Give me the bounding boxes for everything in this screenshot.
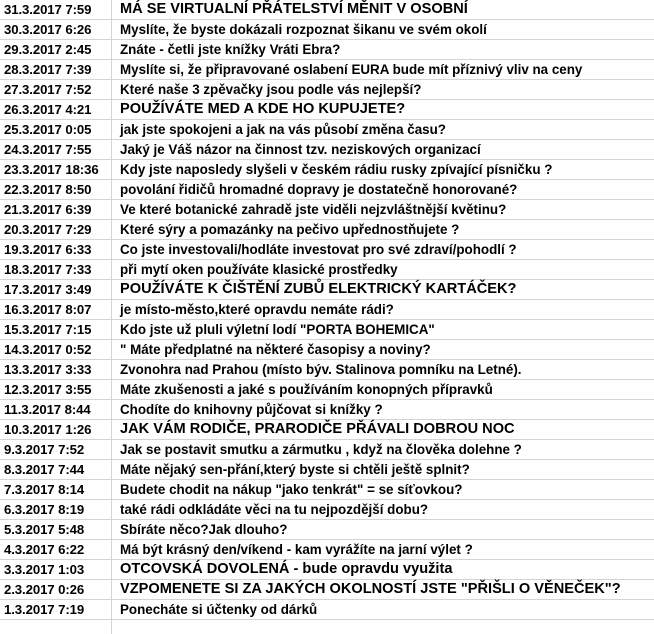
date-cell: 5.3.2017 5:48	[4, 522, 85, 537]
date-cell: 24.3.2017 7:55	[4, 142, 92, 157]
date-cell: 26.3.2017 4:21	[4, 102, 92, 117]
table-row[interactable]	[0, 20, 654, 40]
table-row[interactable]	[0, 240, 654, 260]
date-cell: 19.3.2017 6:33	[4, 242, 92, 257]
topic-cell: Máte zkušenosti a jaké s používáním konopných přípravků	[120, 382, 493, 397]
topic-cell: jak jste spokojeni a jak na vás působí změna času?	[120, 122, 446, 137]
topic-cell: Které naše 3 zpěvačky jsou podle vás nejlepší?	[120, 82, 422, 97]
table-row[interactable]	[0, 120, 654, 140]
date-cell: 13.3.2017 3:33	[4, 362, 92, 377]
topic-cell: " Máte předplatné na některé časopisy a noviny?	[120, 342, 431, 357]
topic-cell: také rádi odkládáte věci na tu nejpozdější dobu?	[120, 502, 429, 517]
topic-cell: Myslíte, že byste dokázali rozpoznat šikanu ve svém okolí	[120, 22, 487, 37]
table-row[interactable]	[0, 140, 654, 160]
date-cell: 15.3.2017 7:15	[4, 322, 92, 337]
date-cell: 8.3.2017 7:44	[4, 462, 85, 477]
table-row[interactable]	[0, 340, 654, 360]
table-row[interactable]	[0, 300, 654, 320]
table-row[interactable]	[0, 440, 654, 460]
table-row[interactable]	[0, 560, 654, 580]
table-row[interactable]	[0, 360, 654, 380]
table-row[interactable]	[0, 80, 654, 100]
date-cell: 25.3.2017 0:05	[4, 122, 92, 137]
date-cell: 16.3.2017 8:07	[4, 302, 92, 317]
topic-cell: Ve které botanické zahradě jste viděli nejzvláštnější květinu?	[120, 202, 507, 217]
table-row[interactable]	[0, 280, 654, 300]
topic-cell: povolání řidičů hromadné dopravy je dostatečně honorované?	[120, 182, 518, 197]
table-row[interactable]	[0, 460, 654, 480]
topic-cell: Jak se postavit smutku a zármutku , když na člověka dolehne ?	[120, 442, 522, 457]
table-row[interactable]	[0, 60, 654, 80]
table-row[interactable]	[0, 180, 654, 200]
table-row[interactable]	[0, 520, 654, 540]
topic-cell: OTCOVSKÁ DOVOLENÁ - bude opravdu využita	[120, 561, 453, 577]
topic-cell: POUŽÍVÁTE MED A KDE HO KUPUJETE?	[120, 101, 406, 117]
date-cell: 12.3.2017 3:55	[4, 382, 92, 397]
date-cell: 9.3.2017 7:52	[4, 442, 85, 457]
date-cell: 18.3.2017 7:33	[4, 262, 92, 277]
topic-cell: Ponecháte si účtenky od dárků	[120, 602, 318, 617]
date-cell: 31.3.2017 7:59	[4, 2, 92, 17]
date-cell: 1.3.2017 7:19	[4, 602, 85, 617]
table-row[interactable]	[0, 200, 654, 220]
date-cell: 10.3.2017 1:26	[4, 422, 92, 437]
topic-cell: Které sýry a pomazánky na pečivo upřednostňujete ?	[120, 222, 460, 237]
table-row[interactable]	[0, 540, 654, 560]
topic-cell: POUŽÍVÁTE K ČIŠTĚNÍ ZUBŮ ELEKTRICKÝ KARTÁČEK?	[120, 281, 517, 297]
topic-cell: Znáte - četli jste knížky Vráti Ebra?	[120, 42, 341, 57]
date-cell: 2.3.2017 0:26	[4, 582, 85, 597]
topic-cell: Chodíte do knihovny půjčovat si knížky ?	[120, 402, 383, 417]
date-cell: 23.3.2017 18:36	[4, 162, 99, 177]
table-row[interactable]	[0, 500, 654, 520]
date-cell: 20.3.2017 7:29	[4, 222, 92, 237]
table-row[interactable]	[0, 420, 654, 440]
topic-cell: Máte nějaký sen-přání,který byste si chtěli ještě splnit?	[120, 462, 470, 477]
topic-cell: Zvonohra nad Prahou (místo býv. Stalinova pomníku na Letné).	[120, 362, 522, 377]
table-row[interactable]	[0, 580, 654, 600]
table-row[interactable]	[0, 220, 654, 240]
topic-cell: je místo-město,které opravdu nemáte rádi?	[120, 302, 394, 317]
table-row[interactable]	[0, 100, 654, 120]
table-row[interactable]	[0, 320, 654, 340]
table-row[interactable]	[0, 380, 654, 400]
date-cell: 22.3.2017 8:50	[4, 182, 92, 197]
date-cell: 6.3.2017 8:19	[4, 502, 85, 517]
topic-cell: při mytí oken používáte klasické prostředky	[120, 262, 398, 277]
topic-cell: MÁ SE VIRTUALNÍ PŘÁTELSTVÍ MĚNIT V OSOBNÍ	[120, 1, 468, 17]
date-cell: 27.3.2017 7:52	[4, 82, 92, 97]
table-row[interactable]	[0, 160, 654, 180]
topic-cell: VZPOMENETE SI ZA JAKÝCH OKOLNOSTÍ JSTE "PŘIŠLI O VĚNEČEK"?	[120, 581, 621, 597]
date-cell: 30.3.2017 6:26	[4, 22, 92, 37]
date-cell: 28.3.2017 7:39	[4, 62, 92, 77]
table-row[interactable]	[0, 0, 654, 20]
topic-cell: Myslíte si, že připravované oslabení EURA bude mít příznivý vliv na ceny	[120, 62, 583, 77]
topic-cell: JAK VÁM RODIČE, PRARODIČE PŘÁVALI DOBROU NOC	[120, 421, 515, 437]
table-row[interactable]	[0, 480, 654, 500]
table-row[interactable]	[0, 40, 654, 60]
topic-cell: Co jste investovali/hodláte investovat pro své zdraví/pohodlí ?	[120, 242, 517, 257]
topic-cell: Jaký je Váš názor na činnost tzv. neziskových organizací	[120, 142, 481, 157]
topic-cell: Má být krásný den/víkend - kam vyrážíte na jarní výlet ?	[120, 542, 473, 557]
date-cell: 29.3.2017 2:45	[4, 42, 92, 57]
date-cell: 14.3.2017 0:52	[4, 342, 92, 357]
topic-cell: Kdy jste naposledy slyšeli v českém rádiu rusky zpívající písničku ?	[120, 162, 553, 177]
date-cell: 11.3.2017 8:44	[4, 402, 91, 417]
date-cell: 7.3.2017 8:14	[4, 482, 85, 497]
date-cell: 21.3.2017 6:39	[4, 202, 92, 217]
table-row[interactable]	[0, 400, 654, 420]
date-cell: 17.3.2017 3:49	[4, 282, 92, 297]
topic-cell: Kdo jste už pluli výletní lodí "PORTA BOHEMICA"	[120, 322, 435, 337]
date-cell: 3.3.2017 1:03	[4, 562, 85, 577]
topic-cell: Budete chodit na nákup "jako tenkrát" = se síťovkou?	[120, 482, 463, 497]
topic-cell: Sbíráte něco?Jak dlouho?	[120, 522, 288, 537]
date-cell: 4.3.2017 6:22	[4, 542, 85, 557]
table-row[interactable]	[0, 260, 654, 280]
table-row[interactable]	[0, 600, 654, 620]
